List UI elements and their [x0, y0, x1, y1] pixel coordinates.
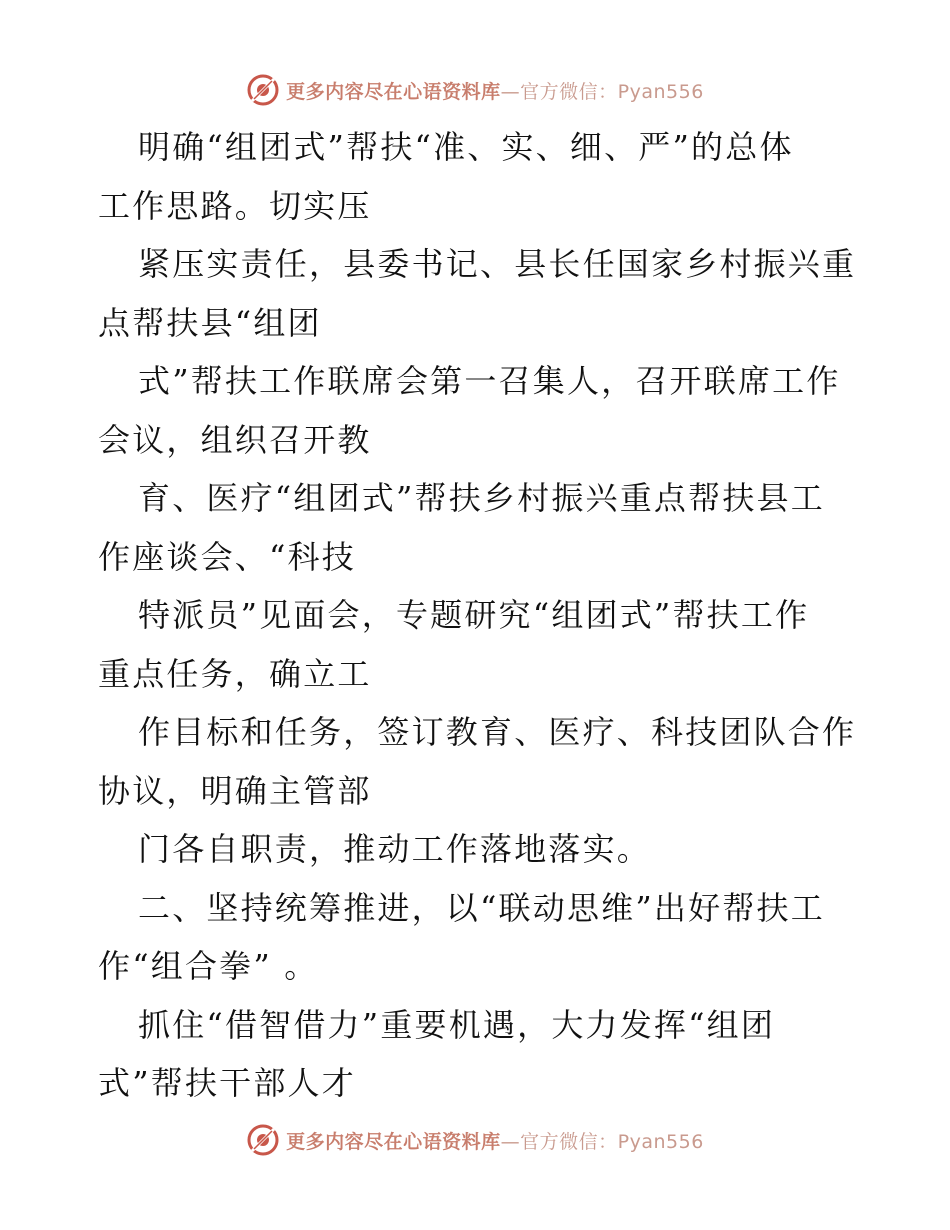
text-line: 协议，明确主管部	[98, 771, 372, 810]
logo-icon	[246, 1123, 280, 1157]
watermark-suffix: 官方微信：Pyan556	[520, 80, 704, 103]
watermark-dash: —	[500, 1130, 521, 1153]
header-watermark	[0, 70, 950, 110]
watermark-text	[286, 77, 704, 104]
text-line: 重点任务，确立工	[98, 654, 372, 693]
text-line: 作“组合拳” 。	[98, 947, 319, 985]
watermark-text	[286, 1127, 704, 1154]
watermark-brand: 更多内容尽在心语资料库	[286, 80, 501, 103]
text-line: 抓住“借智借力”重要机遇，大力发挥“组团	[138, 1005, 776, 1044]
logo-icon	[246, 73, 280, 107]
text-line: 点帮扶县“组团	[98, 303, 322, 342]
document-body	[98, 118, 858, 1113]
text-line: 育、医疗“组团式”帮扶乡村振兴重点帮扶县工	[138, 479, 825, 517]
text-line: 式”帮扶干部人才	[98, 1064, 356, 1102]
footer-watermark	[0, 1120, 950, 1160]
text-line: 工作思路。切实压	[98, 186, 372, 225]
watermark-dash: —	[500, 80, 521, 103]
text-line: 作座谈会、“科技	[98, 537, 356, 576]
text-line: 门各自职责，推动工作落地落实。	[138, 830, 652, 868]
text-line: 式”帮扶工作联席会第一召集人，召开联席工作	[138, 362, 841, 400]
watermark-suffix: 官方微信：Pyan556	[520, 1130, 704, 1153]
text-line: 二、坚持统筹推进，以“联动思维”出好帮扶工	[138, 888, 825, 927]
text-line: 紧压实责任，县委书记、县长任国家乡村振兴重	[138, 245, 857, 283]
text-line: 作目标和任务，签订教育、医疗、科技团队合作	[138, 713, 857, 751]
text-line: 特派员”见面会，专题研究“组团式”帮扶工作	[138, 596, 810, 634]
watermark-brand: 更多内容尽在心语资料库	[286, 1130, 501, 1153]
text-line: 明确“组团式”帮扶“准、实、细、严”的总体	[138, 128, 794, 166]
text-line: 会议，组织召开教	[98, 420, 372, 459]
